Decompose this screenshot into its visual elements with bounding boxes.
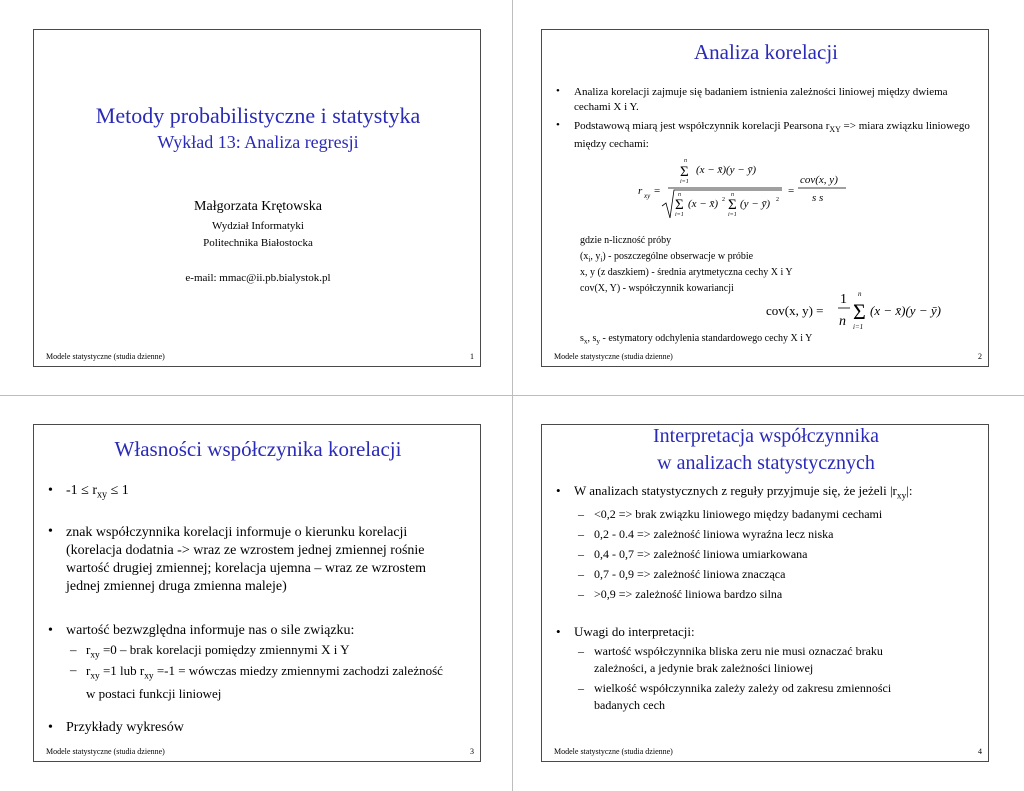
note-n: gdzie n-liczność próby: [580, 235, 672, 246]
text-part: wielkość współczynnika zależy zależy od zakresu zmienności: [594, 681, 892, 695]
bullet: •: [48, 720, 53, 735]
department: Wydział Informatyki: [212, 220, 304, 232]
note-observations: [580, 251, 753, 264]
denominator-expr-2: (y − ȳ): [740, 198, 771, 210]
sum-symbol: Σ: [680, 164, 689, 180]
subscript: XY: [829, 124, 841, 134]
university: Politechnika Białostocka: [203, 237, 313, 249]
slide-footer: Modele statystyczne (studia dzienne): [46, 747, 165, 756]
covariance-formula: [764, 288, 988, 332]
formula-eq: =: [788, 185, 795, 197]
text-line: [578, 643, 883, 660]
bullet: •: [556, 85, 560, 97]
page-number: 4: [978, 747, 982, 756]
slide-title: [542, 423, 990, 477]
bullet-text-1: Analiza korelacji zajmuje się badaniem istnienia zależności liniowej między dwiema cechami X i Y.: [574, 86, 948, 113]
list-item-text: 0,7 - 0,9 => zależność liniowa znacząca: [594, 567, 786, 581]
frac-n: n: [839, 314, 846, 329]
list-item-text: 0,4 - 0,7 => zależność liniowa umiarkowana: [594, 547, 808, 561]
slide-2: [541, 29, 989, 367]
list-item: [578, 504, 882, 524]
bullet-text-range: [66, 483, 129, 501]
list-item-text: >0,9 => zależność liniowa bardzo silna: [594, 587, 783, 601]
text-line: znak współczynnika korelacji informuje o kierunku korelacji: [66, 525, 408, 540]
page-number: 3: [470, 747, 474, 756]
subscript: xy: [90, 650, 100, 661]
cov-denominator: s s: [812, 192, 824, 204]
sum-symbol: Σ: [853, 299, 866, 324]
bullet-text-part: Podstawową miarą jest współczynnik korelacji Pearsona r: [574, 120, 830, 132]
title-line: Interpretacja współczynnika: [652, 425, 879, 447]
page-number: 2: [978, 352, 982, 361]
sum-top: n: [678, 192, 681, 198]
note-part: , y: [590, 251, 601, 262]
list-item-text: 0,2 - 0.4 => zależność liniowa wyraźna lecz niska: [594, 527, 834, 541]
note-means: x, y (z daszkiem) - średnia arytmetyczna cechy X i Y: [580, 267, 793, 278]
slide-4: [541, 424, 989, 762]
dash: –: [70, 662, 77, 677]
text-part: r: [86, 663, 91, 678]
dash: –: [578, 681, 584, 695]
text-line: [578, 680, 891, 697]
text-part: =0 – brak korelacji pomiędzy zmiennymi X i Y: [99, 642, 350, 657]
dash: –: [70, 642, 77, 657]
sum-top: n: [684, 158, 687, 164]
sum-bottom: i=1: [728, 212, 737, 218]
text-part: W analizach statystycznych z reguły przyjmuje się, że jeżeli |r: [574, 483, 897, 498]
bullet-text-notes: Uwagi do interpretacji:: [574, 624, 695, 639]
text-line: badanych cech: [594, 698, 665, 712]
bullet: •: [48, 483, 53, 498]
sub-item-zero: [86, 642, 350, 660]
note-part: (x: [580, 251, 589, 262]
sub-item-one: [86, 662, 443, 702]
dash: –: [578, 507, 584, 521]
bullet-text-part: => miara związku liniowego między cechami:: [574, 120, 970, 150]
square-exp: 2: [722, 197, 725, 203]
bullet-text-examples: Przykłady wykresów: [66, 720, 184, 735]
list-item-text: <0,2 => brak związku liniowego między badanymi cechami: [594, 507, 883, 521]
formula-r: r: [638, 185, 643, 197]
formula-eq: =: [654, 185, 661, 197]
dash: –: [578, 644, 584, 658]
pearson-formula: [632, 158, 882, 228]
formula-r-sub: xy: [644, 192, 651, 200]
email: e-mail: mmac@ii.pb.bialystok.pl: [185, 272, 331, 284]
subscript: xy: [896, 491, 907, 502]
bullet-text-2: [574, 119, 984, 152]
sum-top: n: [858, 290, 862, 298]
text-line: jednej zmiennej druga zmienna maleje): [66, 579, 287, 594]
sum-symbol: Σ: [675, 197, 684, 213]
dash: –: [578, 547, 584, 561]
note-part: - estymatory odchylenia standardowego cechy X i Y: [600, 333, 813, 344]
note-item-2: [578, 680, 891, 714]
slide-1: [33, 29, 481, 367]
interpretation-list: [578, 504, 882, 604]
list-item: [578, 524, 882, 544]
slide-footer: Modele statystyczne (studia dzienne): [554, 747, 673, 756]
subscript: xy: [144, 671, 154, 682]
subscript: xy: [97, 489, 108, 501]
slide-title: Metody probabilistyczne i statystyka: [95, 103, 421, 128]
sum-symbol: Σ: [728, 197, 737, 213]
dash: –: [578, 587, 584, 601]
text-line: wartość drugiej zmiennej; korelacja ujemna – wraz ze wzrostem: [66, 561, 426, 576]
author-name: Małgorzata Krętowska: [194, 199, 322, 214]
bullet: •: [556, 483, 561, 498]
frac-one: 1: [840, 292, 847, 307]
subscript: x: [583, 337, 588, 346]
text-part: r: [86, 642, 91, 657]
slide-footer: Modele statystyczne (studia dzienne): [554, 352, 673, 361]
sum-bottom: i=1: [853, 323, 864, 331]
text-part: |:: [906, 483, 913, 498]
subscript: y: [596, 337, 600, 346]
text-line: zależności, a jedynie brak zależności liniowej: [594, 661, 814, 675]
list-item: [578, 564, 882, 584]
text-part: ≤ 1: [107, 483, 129, 498]
slide-3: [33, 424, 481, 762]
square-exp: 2: [776, 197, 779, 203]
slide-title: Własności współczynika korelacji: [114, 437, 402, 461]
slide-subtitle: Wykład 13: Analiza regresji: [157, 132, 359, 152]
text-part: wartość współczynnika bliska zeru nie musi oznaczać braku: [594, 644, 883, 658]
note-part: , s: [587, 333, 597, 344]
dash: –: [578, 567, 584, 581]
subscript: xy: [90, 671, 100, 682]
cov-lhs: cov(x, y) =: [766, 303, 824, 318]
list-item: [578, 584, 882, 604]
subscript: i: [600, 255, 603, 264]
text-line: (korelacja dodatnia -> wraz ze wzrostem jednej zmiennej rośnie: [66, 543, 425, 558]
bullet-text-sign: [66, 524, 476, 596]
sum-bottom: i=1: [680, 179, 689, 185]
text-line: [86, 662, 443, 685]
sum-top: n: [731, 192, 734, 198]
note-part: s: [580, 333, 584, 344]
text-part: -1 ≤ r: [66, 483, 98, 498]
bullet: •: [48, 623, 53, 638]
slide-footer: Modele statystyczne (studia dzienne): [46, 352, 165, 361]
denominator-expr-1: (x − x̄): [688, 198, 719, 210]
note-item-1: [578, 643, 883, 677]
bullet-text-rule: [574, 483, 912, 501]
list-item: [578, 544, 882, 564]
title-line: w analizach statystycznych: [657, 452, 875, 474]
bullet: •: [556, 119, 560, 131]
text-line: w postaci funkcji liniowej: [86, 686, 222, 702]
page-divider-horizontal: [0, 395, 1024, 396]
text-part: =-1 = wówczas miedzy zmiennymi zachodzi zależność: [153, 663, 443, 678]
bullet: •: [556, 624, 561, 639]
bullet: •: [48, 524, 53, 539]
note-part: ) - poszczególne obserwacje w próbie: [602, 251, 754, 262]
subscript: i: [588, 255, 591, 264]
cov-numerator: cov(x, y): [800, 174, 838, 186]
note-std: [580, 333, 812, 346]
sum-bottom: i=1: [675, 212, 684, 218]
cov-rhs: (x − x̄)(y − ȳ): [870, 303, 941, 318]
bullet-text-abs: wartość bezwzględna informuje nas o sile związku:: [66, 623, 355, 638]
slide-title: Analiza korelacji: [693, 40, 838, 64]
numerator-expr: (x − x̄)(y − ȳ): [696, 164, 757, 176]
note-cov: cov(X, Y) - współczynnik kowariancji: [580, 283, 734, 294]
dash: –: [578, 527, 584, 541]
page-number: 1: [470, 352, 474, 361]
text-part: =1 lub r: [99, 663, 145, 678]
